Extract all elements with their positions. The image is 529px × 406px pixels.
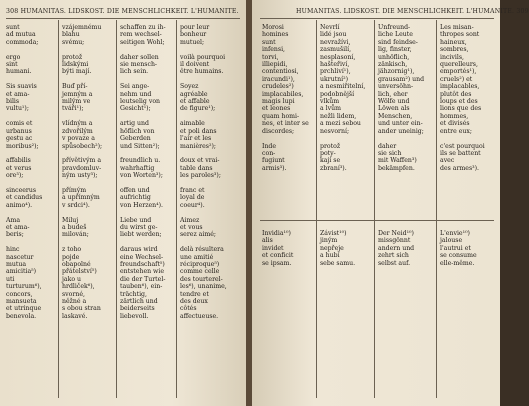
right-page-header: HUMANITAS. LIDSKOST. DIE MENSCHLICHKEIT. L'HUMANITE. 309 [296, 8, 529, 15]
czech-column: vzájemnému blahu svému; protož lidskými býti mají. Buď pří- jemným a milým ve tváři¹); vlídným a zdvořilým v povaze a spůsobech²); přívětivým a pravdomluv- ným usty³); přímým a upřímným v srdci⁴). Miluj a budeš milován; z toho pojde obapolné přátelství⁵) jako u hrdliček⁶), svorné, něžné a s obou stran laskavé. [62, 24, 103, 320]
header-rule [260, 18, 494, 19]
latin-column: sunt ad mutua commoda; ergo sint humani. Sis suavis et ama- bilis vultu¹); comis et urbanus gestu ac moribus²); affabilis et verus ore³); sinceerus et candidus animo⁴). Ama et ama- beris; hinc nascetur mutua amicitia⁵) uti turturum⁶), concors, mansueta et utrinque benevola. [6, 24, 43, 320]
german-column: Unfreund- liche Leute sind feindse- lig, finster, unhöflich, zänkisch, jähzornig¹), grausam²) und unversöhn- lich, eher Wölfe und Löwen als Menschen, und unter ein- ander uneinig; daher sie sich mit Waffen³) bekämpfen. [378, 24, 425, 172]
right-page [252, 0, 529, 406]
latin-column: Morosi homines sunt infensi, torvi, illiepidi, contentiosi, iracundi¹), crudeles²) implacabiles, magis lupi et leones quam homi- nes, et inter se discordes; Inde con- fugiunt armis³). [262, 24, 309, 172]
left-page-header: 308 HUMANITAS. LIDSKOST. DIE MENSCHLICHKEIT. L'HUMANITE. [6, 8, 239, 15]
column-divider [374, 20, 375, 398]
french-column: pour leur bonheur mutuel; voilà pourquoi il doivent être humains. Soyez agréable et affable de figure¹); aimable et poli dans l'air et les manières²); doux et vrai- table dans les paroles³); franc et loyal de coeur⁴). Aimez et vous serez aimé; delà résultera une amitié réciproque⁵) comme celle des tourterel- les⁶), unanime, tendre et des deux côtés affectueuse. [180, 24, 227, 320]
column-divider [176, 20, 177, 398]
czech-column: Závist¹⁰) jiným nepřeje a hubí sebe samu. [320, 230, 356, 267]
german-column: schaffen zu ih- rem wechsel- seitigen Wohl; daher sollen sie mensch- lich sein. Sei ange- nehm und leutselig von Gesicht¹); artig und höflich von Geberden und Sitten²); freundlich u. wahrhaftig von Worten³); offen und aufrichtig von Herzen⁴). Liebe und du wirst ge- liebt werden; daraus wird eine Wechsel- freundschaft⁵) entstehen wie die der Turtel- tauben⁶), ein- trächtig, zärtlich und beiderseits liebevoll. [120, 24, 166, 320]
left-page [0, 0, 246, 406]
column-divider [436, 20, 437, 398]
czech-column: Nevrlí lidé jsou nevražívi, zasmušilí, nesplasoní, hašteřiví, prchliví¹), ukrutní²) a nesmiřitelní, podobnější vlkům a lvům nežli lidem, a mezi sebou nesvorní; protož poty- kají se zbraní³). [320, 24, 366, 172]
header-rule [6, 18, 240, 19]
french-column: L'envie¹⁰) jalouse l'autrui et se consume elle-même. [440, 230, 477, 267]
column-divider [316, 20, 317, 398]
latin-column: Invidia¹⁰) alis invidet et conficit se ipsam. [262, 230, 294, 267]
column-divider [116, 20, 117, 398]
section-rule [260, 220, 494, 221]
french-column: Les misan- thropes sont haineux, sombres, incivils, querelleurs, emportés¹), cruels²) et implacables, plutôt des loups et des lions que des hommes, et divisés entre eux; c'est pourquoi ils se battent avec des armes³). [440, 24, 485, 172]
column-divider [58, 20, 59, 398]
german-column: Der Neid¹⁰) missgönnt andern und zehrt sich selbst auf. [378, 230, 415, 267]
